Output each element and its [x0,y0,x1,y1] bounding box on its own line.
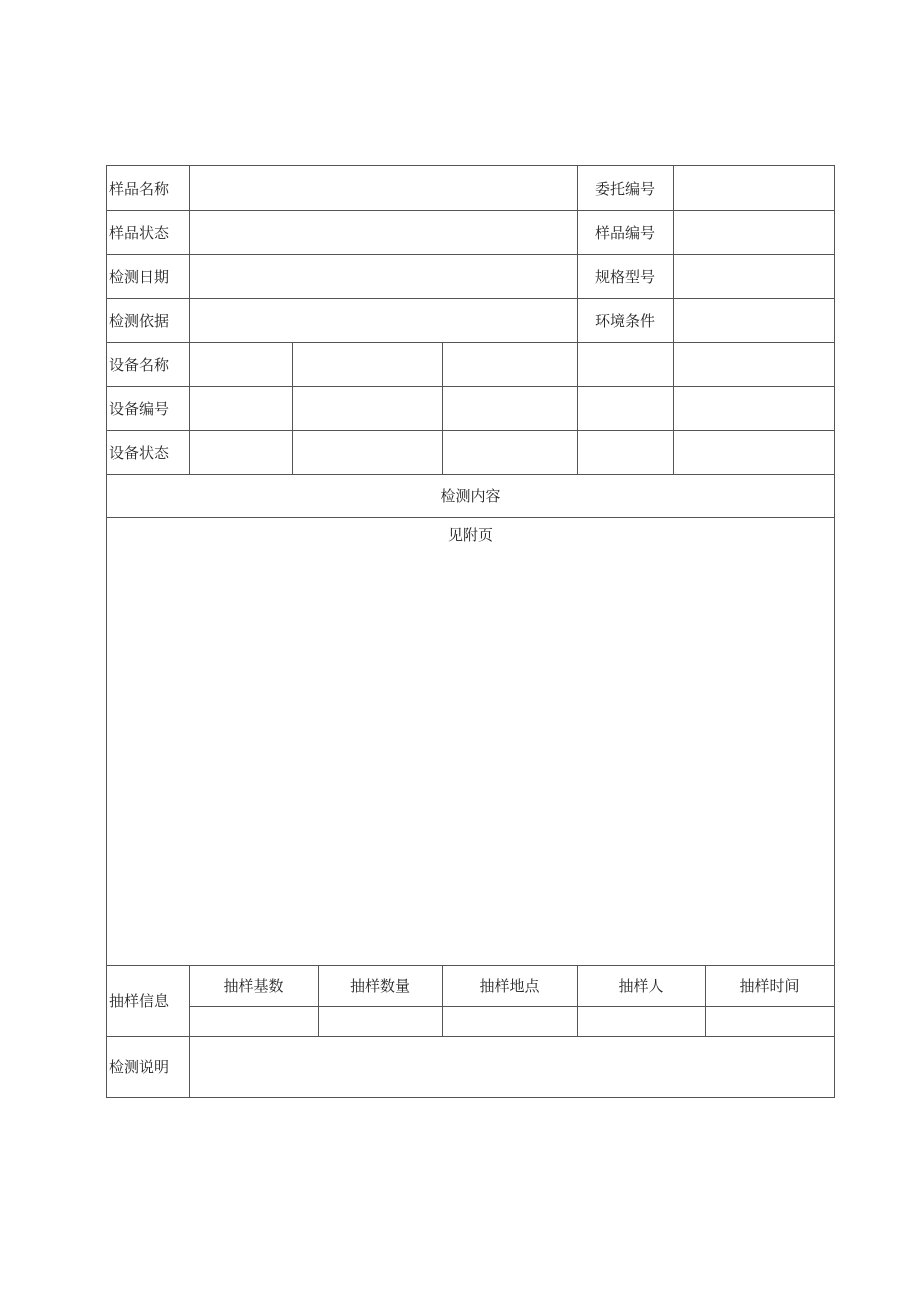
label-test-notes: 检测说明 [109,1058,170,1076]
row-divider [107,386,834,387]
label-spec-model: 规格型号 [594,267,655,286]
row-divider [107,342,834,343]
label-equipment-state: 设备状态 [109,443,170,462]
label-equipment-no: 设备编号 [109,399,170,418]
column-divider [292,342,293,474]
sampling-header-quantity: 抽样数量 [349,977,410,995]
label-env-conditions: 环境条件 [594,311,655,330]
row-divider [107,298,834,299]
row-divider [107,1036,834,1037]
row-divider [107,430,834,431]
label-test-basis: 检测依据 [109,311,170,330]
sampling-header-time: 抽样时间 [739,977,800,995]
label-test-date: 检测日期 [109,267,170,286]
label-sample-name: 样品名称 [109,179,170,198]
column-divider [673,166,674,474]
content-header: 检测内容 [440,487,501,505]
label-sample-state: 样品状态 [109,223,170,242]
row-divider [107,210,834,211]
label-equipment-name: 设备名称 [109,355,170,374]
label-sample-no: 样品编号 [594,223,655,242]
column-divider [442,342,443,474]
content-body: 见附页 [447,526,493,544]
label-sampling-info: 抽样信息 [109,992,170,1010]
row-divider [107,254,834,255]
sampling-header-location: 抽样地点 [479,977,540,995]
row-divider [107,517,834,518]
sampling-header-person: 抽样人 [618,977,664,995]
sampling-header-base: 抽样基数 [223,977,284,995]
column-divider [189,166,190,474]
inspection-record-form [106,165,835,1098]
row-divider [189,1006,834,1007]
label-commission-no: 委托编号 [594,179,655,198]
